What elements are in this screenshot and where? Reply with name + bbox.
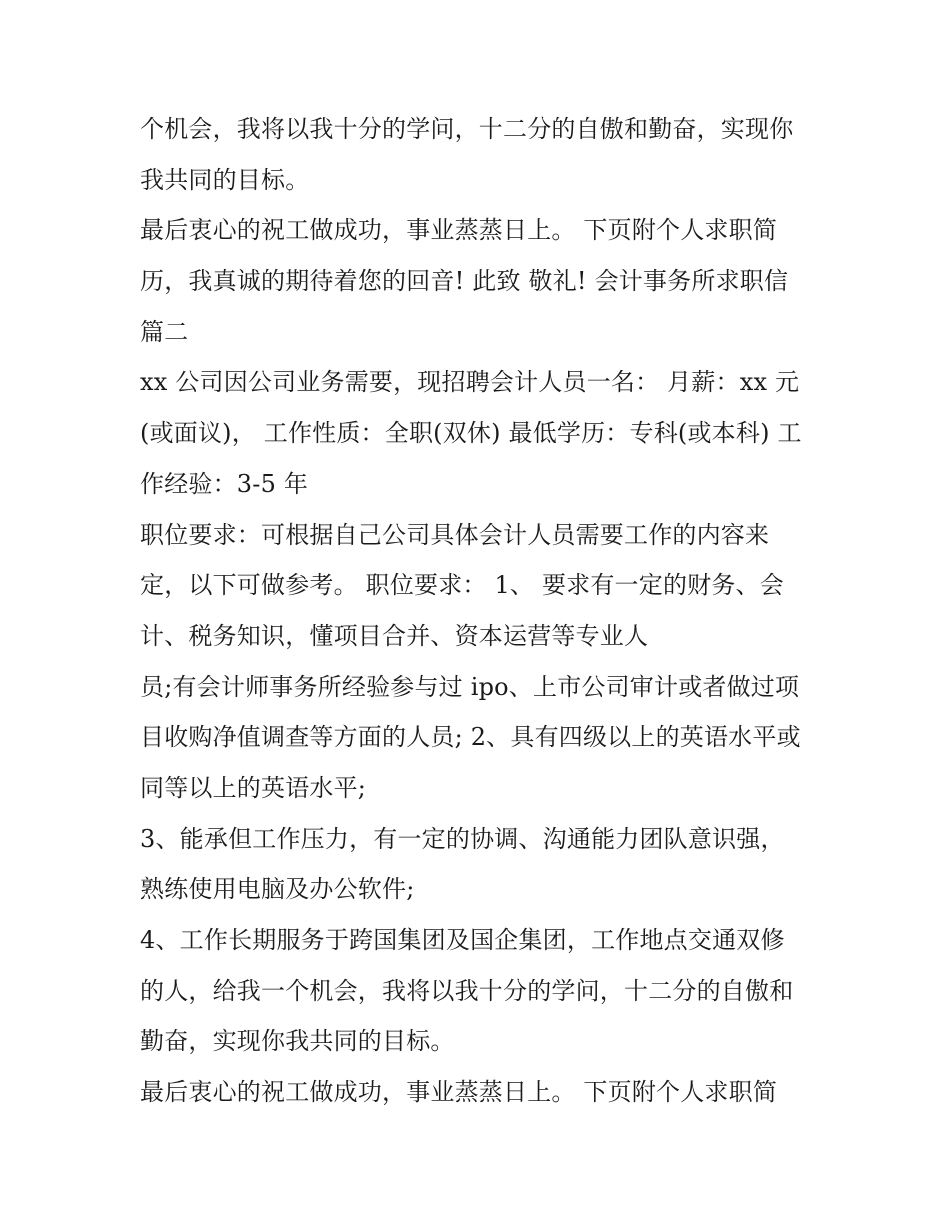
text-line: 定，以下可做参考。 职位要求： 1、 要求有一定的财务、会: [140, 571, 784, 600]
text-line: 熟练使用电脑及办公软件;: [140, 875, 415, 904]
text-line: 计、税务知识，懂项目合并、资本运营等专业人: [140, 621, 649, 650]
text-line: (或面议)， 工作性质：全职(双休) 最低学历：专科(或本科) 工: [140, 419, 802, 448]
text-line: 作经验：3-5 年: [140, 469, 309, 498]
text-line: 4、工作长期服务于跨国集团及国企集团，工作地点交通双修: [140, 926, 785, 954]
text-line: 员;有会计师事务所经验参与过 ipo、上市公司审计或者做过项: [140, 672, 800, 701]
text-line: 最后衷心的祝工做成功，事业蒸蒸日上。 下页附个人求职简: [140, 1078, 778, 1107]
text-line: 职位要求：可根据自己公司具体会计人员需要工作的内容来: [140, 520, 770, 549]
text-line: 的人，给我一个机会，我将以我十分的学问，十二分的自傲和: [140, 976, 794, 1005]
text-line: 最后衷心的祝工做成功，事业蒸蒸日上。 下页附个人求职简: [140, 216, 778, 245]
text-line: 个机会，我将以我十分的学问，十二分的自傲和勤奋，实现你: [140, 115, 794, 143]
text-line: 同等以上的英语水平;: [140, 773, 367, 802]
text-line: 历，我真诚的期待着您的回音! 此致 敬礼! 会计事务所求职信: [140, 267, 789, 296]
text-line: xx 公司因公司业务需要，现招聘会计人员一名： 月薪：xx 元: [140, 368, 800, 397]
text-line: 我共同的目标。: [140, 165, 310, 194]
text-line: 目收购净值调查等方面的人员; 2、具有四级以上的英语水平或: [140, 723, 801, 752]
text-line: 篇二: [140, 317, 189, 346]
text-line: 勤奋，实现你我共同的目标。: [140, 1027, 455, 1056]
document-body: [140, 104, 820, 1118]
text-line: 3、能承但工作压力，有一定的协调、沟通能力团队意识强，: [140, 824, 785, 853]
